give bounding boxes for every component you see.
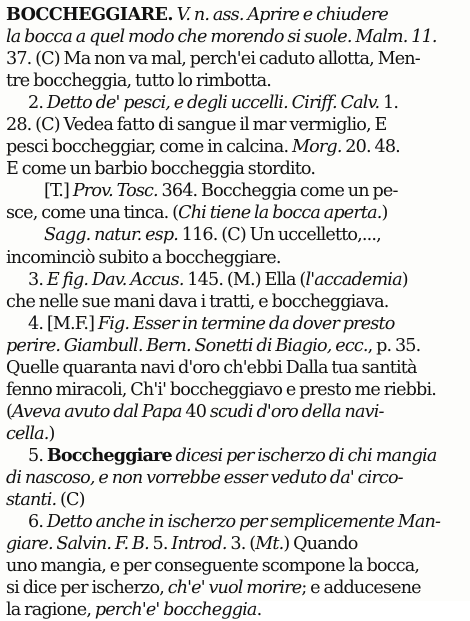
punctuation: ) xyxy=(401,269,408,290)
definition-text: V. n. ass. Aprire e chiudere xyxy=(172,5,388,25)
citation-source: perire. Giambull. Bern. Sonetti di Biagio, ecc. xyxy=(6,335,368,356)
sense-text: Fig. Esser in termine da dover presto xyxy=(97,313,395,334)
sense-3 xyxy=(6,269,466,313)
quotation-text: 116. (C) Un uccelletto,..., xyxy=(177,225,381,246)
sense-text: stanti. xyxy=(6,490,57,511)
text-line xyxy=(6,489,466,511)
text-line xyxy=(6,224,466,246)
text-line xyxy=(6,92,466,114)
text-line xyxy=(6,577,466,599)
headword-variant: Boccheggiare xyxy=(46,444,172,466)
quotation-text: sce, come una tinca. ( xyxy=(6,203,179,224)
citation-source: Morg. xyxy=(291,137,342,158)
entry-definition xyxy=(6,4,466,92)
text-line: di nascoso, e non vorrebbe esser veduto da' circo- xyxy=(6,467,403,488)
text-line xyxy=(6,313,466,335)
citation-source: giare. Salvin. F. B. xyxy=(6,534,149,555)
punctuation: ) xyxy=(48,423,55,444)
citation-source: Prov. Tosc. xyxy=(72,181,158,202)
text-line xyxy=(6,202,466,224)
quoted-phrase: ch'e' vuol morire xyxy=(167,578,302,599)
sense-number: 6. xyxy=(28,512,47,533)
text-line xyxy=(6,599,466,621)
quotation-line: 28. (C) Vedea fatto di sangue il mar vermiglio, E xyxy=(6,115,387,136)
text-line xyxy=(6,401,466,423)
example-quote xyxy=(6,224,466,268)
gloss-text: Aveva avuto dal Papa xyxy=(12,401,182,422)
gloss-text: l'accademia xyxy=(305,269,402,290)
quotation-text: la ragione, xyxy=(6,600,95,621)
quotation-text: ; e adducesene xyxy=(301,578,421,599)
text-line xyxy=(6,4,466,26)
source-mark: Mt. xyxy=(255,534,284,555)
citation-source: Sagg. natur. esp. xyxy=(44,225,178,246)
quotation-line: fenno miracoli, Ch'i' boccheggiavo e presto me riebbi. xyxy=(6,379,436,400)
quotation-line: E come un barbio boccheggia stordito. xyxy=(6,159,316,180)
citation-number: 20. 48. xyxy=(341,137,400,158)
punctuation: . xyxy=(256,600,262,621)
citation-number: 5. xyxy=(148,534,172,555)
punctuation: ) xyxy=(381,203,388,224)
quoted-phrase: perch'e' boccheggia xyxy=(94,600,257,621)
text-line xyxy=(6,423,466,445)
sense-6 xyxy=(6,511,466,621)
sense-number: 3. xyxy=(28,269,47,290)
proverb xyxy=(6,180,466,224)
quotation-text: si dice per ischerzo, xyxy=(6,578,168,599)
citation-number: 3. ( xyxy=(226,534,256,555)
citation-number: 1. xyxy=(379,93,399,114)
text-line xyxy=(6,269,466,291)
text-line: la bocca a quel modo che morendo si suole. Malm. 11. xyxy=(6,27,437,48)
quotation-line: uno mangia, e per conseguente scompone la bocca, xyxy=(6,556,420,577)
gloss-number: 40 xyxy=(181,401,210,422)
sense-text: dicesi per ischerzo di chi mangia xyxy=(171,445,437,466)
quotation-line: Quelle quaranta navi d'oro ch'ebbi Dalla tua santità xyxy=(6,357,417,378)
sense-text: Detto de' pesci, e degli uccelli. Ciriff. Calv. xyxy=(46,93,380,114)
gloss-text: cella. xyxy=(6,423,49,444)
text-line xyxy=(6,445,466,467)
gloss-text: Chi tiene la bocca aperta. xyxy=(178,203,382,224)
text-line xyxy=(6,511,466,533)
citation-number: , p. 35. xyxy=(367,335,421,356)
text-line xyxy=(6,335,466,357)
quotation-line: incominciò subito a boccheggiare. xyxy=(6,247,281,268)
text-line xyxy=(6,136,466,158)
quotation-text: 145. (M.) Ella ( xyxy=(183,269,306,290)
sense-5 xyxy=(6,445,466,511)
quotation-line: tre boccheggia, tutto lo rimbotta. xyxy=(6,71,272,92)
quotation-line: 37. (C) Ma non va mal, perch'ei caduto allotta, Men- xyxy=(6,49,420,70)
sense-text: Detto anche in ischerzo per semplicemente Man- xyxy=(46,512,441,533)
citation-source: Introd. xyxy=(171,534,227,555)
quotation-text: pesci boccheggiar, come in calcina. xyxy=(6,137,292,158)
text-line xyxy=(6,533,466,555)
sense-2 xyxy=(6,92,466,180)
quotation-text: ) Quando xyxy=(283,534,358,555)
citation-source: E fig. Dav. Accus. xyxy=(46,269,184,290)
source-mark: (C) xyxy=(56,490,85,511)
quotation-text: 364. Boccheggia come un pe- xyxy=(157,181,398,202)
sense-number: 5. xyxy=(28,445,47,466)
sense-number: 4. [M.F.] xyxy=(28,313,98,334)
editor-mark: [T.] xyxy=(44,181,73,202)
quotation-line: che nelle sue mani dava i tratti, e boccheggiava. xyxy=(6,291,389,312)
text-line xyxy=(6,180,466,202)
sense-4 xyxy=(6,313,466,445)
sense-number: 2. xyxy=(28,93,47,114)
gloss-text: scudi d'oro della navi- xyxy=(209,401,384,422)
headword: BOCCHEGGIARE. xyxy=(6,4,173,25)
punctuation: ( xyxy=(6,401,13,422)
